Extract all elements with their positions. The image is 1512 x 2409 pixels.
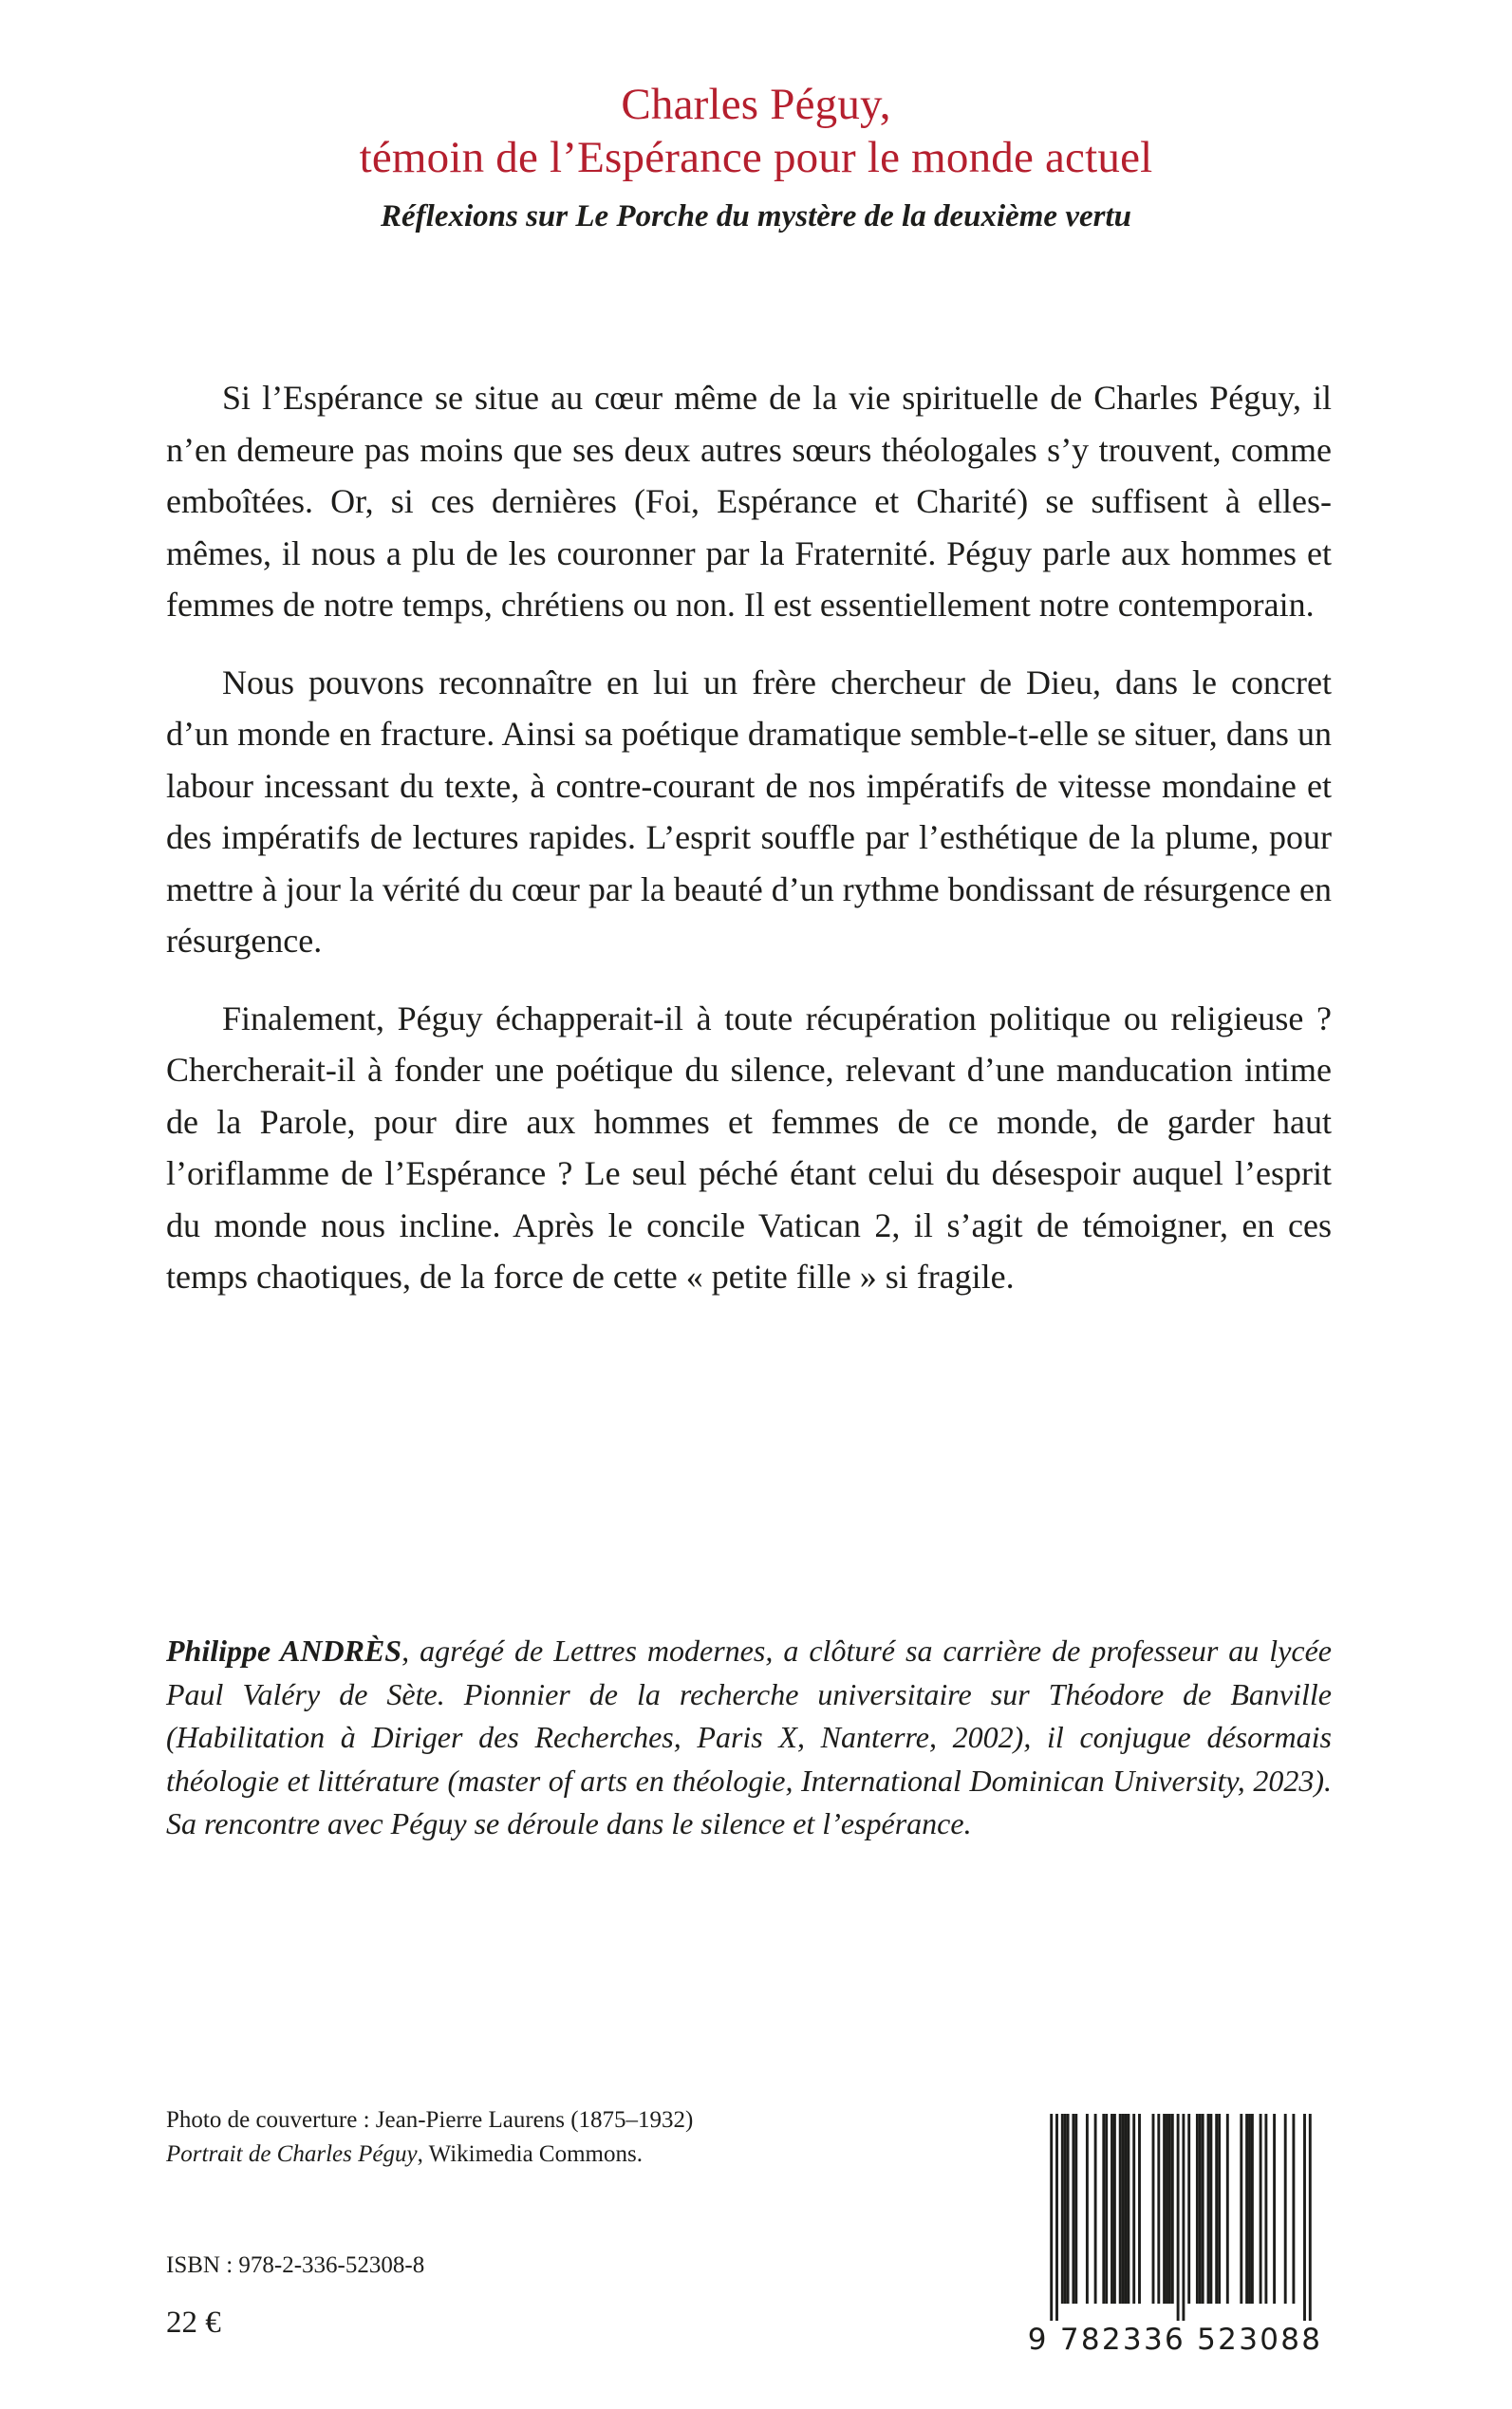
barcode-bar — [1074, 2114, 1077, 2304]
book-title-line-2: témoin de l’Espérance pour le monde actuel — [359, 133, 1153, 182]
barcode-bar — [1309, 2114, 1312, 2321]
author-name: Philippe ANDRÈS — [166, 1634, 402, 1668]
barcode-bars — [1023, 2114, 1327, 2325]
book-subtitle: Réflexions sur Le Porche du mystère de la deuxième vertu — [381, 199, 1131, 233]
title-block — [0, 78, 1512, 235]
barcode-bar — [1067, 2114, 1070, 2304]
barcode-bar — [1168, 2114, 1171, 2304]
barcode-bar — [1166, 2114, 1168, 2304]
barcode-bar — [1050, 2114, 1053, 2321]
barcode-bar — [1218, 2114, 1221, 2304]
photo-credit-prefix: Photo de couverture : Jean-Pierre Laurens (1875–1932) — [166, 2107, 694, 2133]
photo-credit-work: Portrait de Charles Péguy — [166, 2141, 418, 2167]
photo-credit — [166, 2103, 698, 2172]
barcode-bar — [1215, 2114, 1218, 2304]
barcode — [1023, 2114, 1327, 2362]
barcode-bar — [1163, 2114, 1166, 2304]
blurb-paragraph-2: Nous pouvons reconnaître en lui un frère chercheur de Dieu, dans le concret d’un monde en fracture. Ainsi sa poétique dramatique semble-t-elle se situer, dans un labour incessant du texte, à contre-courant de nos impératifs de vitesse mondaine et des impératifs de lectures rapides. L’esprit souffle par l’esthétique de la plume, pour mettre à jour la vérité du cœur par la beauté d’un rythme bondissant de résurgence en résurgence. — [166, 663, 1332, 960]
barcode-bar — [1226, 2114, 1229, 2304]
author-bio — [166, 1630, 1332, 1846]
barcode-bar — [1127, 2114, 1129, 2304]
barcode-bar — [1125, 2114, 1128, 2304]
barcode-digits: 9 782336 523088 — [1027, 2323, 1323, 2357]
barcode-bar — [1196, 2114, 1199, 2304]
barcode-bar — [1064, 2114, 1067, 2304]
barcode-bar — [1171, 2114, 1174, 2304]
barcode-bar — [1199, 2114, 1202, 2304]
barcode-bar — [1177, 2114, 1180, 2321]
author-bio-text: , agrégé de Lettres modernes, a clôturé sa carrière de professeur au lycée Paul Valéry de Sète. Pionnier de la recherche universitaire sur Théodore de Banville (Habilitation à Diriger des Recherches, Paris X, Nanterre, 2002), il conjugue désormais théologie et littérature (master of arts en théologie, International Dominican University, 2023). Sa rencontre avec Péguy se déroule dans le silence et l’espérance. — [166, 1634, 1333, 1840]
barcode-bar — [1132, 2114, 1135, 2304]
barcode-bar — [1182, 2114, 1185, 2321]
barcode-bar — [1055, 2114, 1058, 2321]
barcode-bar — [1105, 2114, 1108, 2304]
barcode-bar — [1207, 2114, 1210, 2304]
barcode-bar — [1251, 2114, 1254, 2304]
photo-credit-suffix: , Wikimedia Commons. — [417, 2141, 643, 2167]
blurb-paragraph-3: Finalement, Péguy échapperait-il à toute récupération politique ou religieuse ? Chercherait-il à fonder une poétique du silence, relevant d’une manducation intime de la Parole, pour dire aux hommes et femmes de ce monde, de garder haut l’oriflamme de l’Espérance ? Le seul péché étant celui du désespoir auquel l’esprit du monde nous incline. Après le concile Vatican 2, il s’agit de témoigner, en ces temps chaotiques, de la force de cette « petite fille » si fragile. — [166, 999, 1332, 1296]
barcode-bar — [1138, 2114, 1141, 2304]
barcode-bar — [1113, 2114, 1116, 2304]
barcode-bar — [1152, 2114, 1155, 2304]
barcode-bar — [1061, 2114, 1064, 2304]
barcode-bar — [1102, 2114, 1105, 2304]
barcode-bar — [1187, 2114, 1190, 2304]
book-title-line-1: Charles Péguy, — [621, 80, 891, 129]
barcode-bar — [1122, 2114, 1125, 2304]
barcode-bar — [1240, 2114, 1242, 2304]
blurb-paragraph-1: Si l’Espérance se situe au cœur même de la vie spirituelle de Charles Péguy, il n’en demeure pas moins que ses deux autres sœurs théologales s’y trouvent, comme emboîtées. Or, si ces dernières (Foi, Espérance et Charité) se suffisent à elles-mêmes, il nous a plu de les couronner par la Fraternité. Péguy parle aux hommes et femmes de notre temps, chrétiens ou non. Il est essentiellement notre contemporain. — [166, 379, 1332, 624]
barcode-bar — [1303, 2114, 1306, 2321]
barcode-bar — [1111, 2114, 1113, 2304]
barcode-bar — [1248, 2114, 1251, 2304]
barcode-bar — [1264, 2114, 1267, 2304]
price: 22 € — [166, 2306, 221, 2340]
isbn: ISBN : 978-2-336-52308-8 — [166, 2252, 425, 2278]
barcode-bar — [1209, 2114, 1212, 2304]
barcode-bar — [1086, 2114, 1089, 2304]
barcode-bar — [1273, 2114, 1276, 2304]
barcode-bar — [1119, 2114, 1122, 2304]
blurb — [166, 372, 1332, 1329]
barcode-bar — [1094, 2114, 1097, 2304]
barcode-bar — [1202, 2114, 1204, 2304]
barcode-bar — [1072, 2114, 1074, 2304]
barcode-bar — [1292, 2114, 1295, 2304]
barcode-bar — [1157, 2114, 1160, 2304]
barcode-bar — [1245, 2114, 1248, 2304]
barcode-bar — [1284, 2114, 1287, 2304]
barcode-bar — [1260, 2114, 1262, 2304]
